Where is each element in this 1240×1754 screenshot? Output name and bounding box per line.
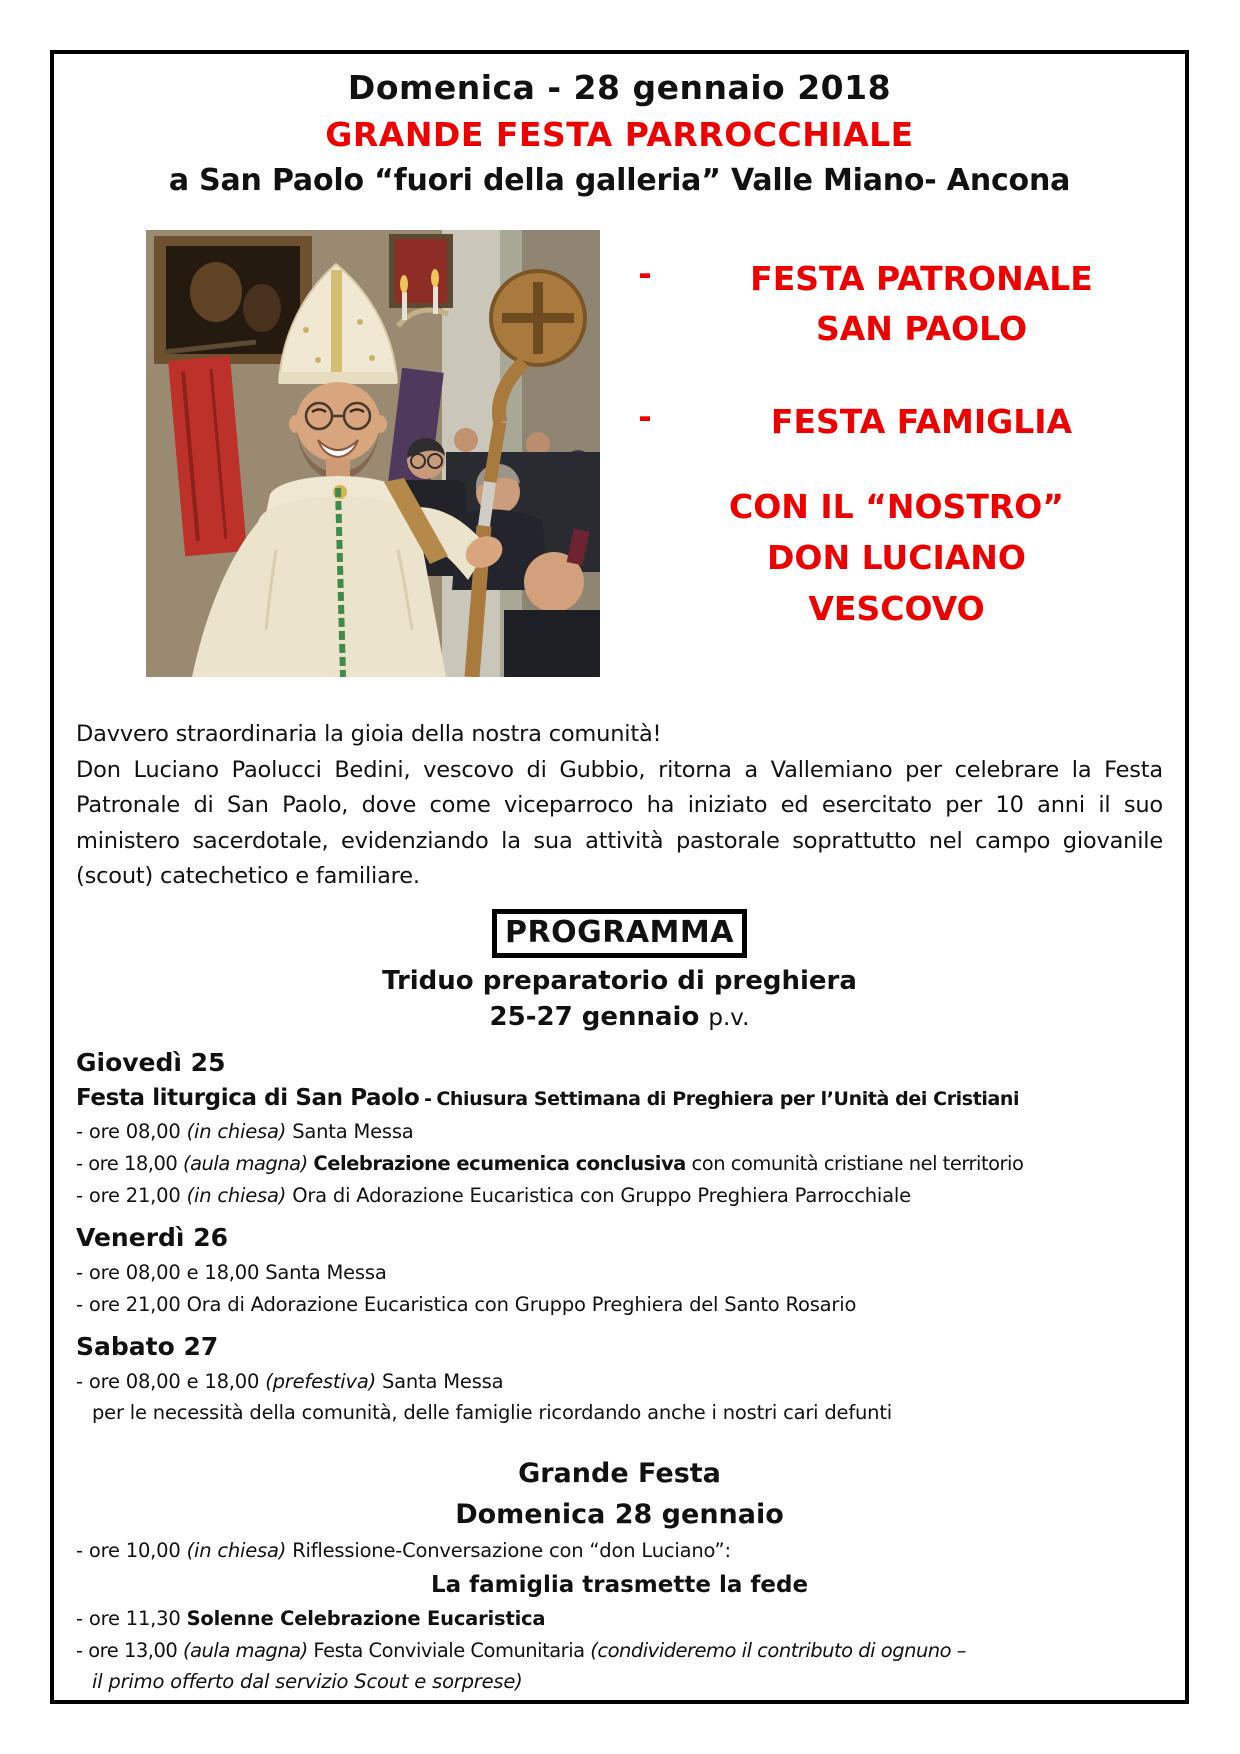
highlight-festa-patronale [600,254,1163,353]
page-title-festa: GRANDE FESTA PARROCCHIALE [325,115,914,154]
page-border-frame [50,50,1189,1704]
triduo-dates: 25-27 gennaio p.v. [489,1001,750,1032]
page-title-location: a San Paolo “fuori della galleria” Valle Miano- Ancona [168,163,1071,198]
schedule-line: - ore 08,00 e 18,00 Santa Messa [76,1260,387,1284]
festa-patronale-line2: SAN PAOLO [815,308,1028,348]
day-title-friday: Venerdì 26 [76,1222,228,1252]
highlight-don-luciano [600,481,1163,634]
day-title-saturday: Sabato 27 [76,1331,219,1361]
schedule-line: - ore 11,30 Solenne Celebrazione Eucaristica [76,1606,546,1630]
conviviale-continuation: il primo offerto dal servizio Scout e sorprese) [92,1669,523,1693]
schedule-line: - ore 13,00 (aula magna) Festa Conviviale Comunitaria (condivideremo il contributo di ognuno – [76,1638,967,1662]
festa-famiglia-label: FESTA FAMIGLIA [770,402,1073,441]
church-scene-illustration [146,230,600,677]
schedule-line: - ore 18,00 (aula magna) Celebrazione ecumenica conclusiva con comunità cristiane nel territorio [76,1151,1024,1175]
highlight-festa-famiglia [600,397,1163,447]
thursday-subtitle: Festa liturgica di San Paolo - Chiusura Settimana di Preghiera per l’Unità dei Cristiani [76,1084,1020,1111]
program-heading-wrap [76,909,1163,958]
grande-festa-title: Grande Festa [518,1457,721,1489]
schedule-line: - ore 08,00 e 18,00 (prefestiva) Santa Messa [76,1369,504,1393]
bullet-dash: - [638,397,652,436]
dates-suffix: p.v. [708,1004,750,1031]
famiglia-fede-line: La famiglia trasmette la fede [430,1571,809,1598]
day-title-thursday: Giovedì 25 [76,1047,226,1077]
bullet-dash: - [638,254,652,293]
bishop-photo [146,230,600,677]
intro-body: Don Luciano Paolucci Bedini, vescovo di Gubbio, ritorna a Vallemiano per celebrare la Festa Patronale di San Paolo, dove come viceparroco ha iniziato ed esercitato per 10 anni il suo ministero sacerdotale, evidenziando la sua attività pastorale soprattutto nel campo giovanile (scout) catechetico e familiare. [76,756,1163,890]
intro-paragraph [76,717,1163,895]
program-box-title: PROGRAMMA [492,909,747,958]
closing-line2: DON LUCIANO [767,537,1026,577]
schedule-line: - ore 08,00 (in chiesa) Santa Messa [76,1119,414,1143]
red-highlights-column [600,230,1163,677]
schedule-line: - ore 21,00 Ora di Adorazione Eucaristica con Gruppo Preghiera del Santo Rosario [76,1292,857,1316]
saturday-continuation: per le necessità della comunità, delle famiglie ricordando anche i nostri cari defunti [92,1400,892,1424]
grande-festa-date: Domenica 28 gennaio [455,1498,784,1530]
intro-first-line: Davvero straordinaria la gioia della nostra comunità! [76,721,662,747]
closing-line3: VESCOVO [808,588,985,628]
schedule-line: - ore 21,00 (in chiesa) Ora di Adorazione Eucaristica con Gruppo Preghiera Parrocchiale [76,1183,911,1207]
triduo-title: Triduo preparatorio di preghiera [382,965,857,996]
page-title-date: Domenica - 28 gennaio 2018 [347,68,892,107]
schedule-line: - ore 10,00 (in chiesa) Riflessione-Conversazione con “don Luciano”: [76,1538,731,1562]
closing-line1: CON IL “NOSTRO” [729,486,1064,526]
festa-patronale-line1: FESTA PATRONALE [750,259,1093,298]
hero-section [76,230,1163,677]
